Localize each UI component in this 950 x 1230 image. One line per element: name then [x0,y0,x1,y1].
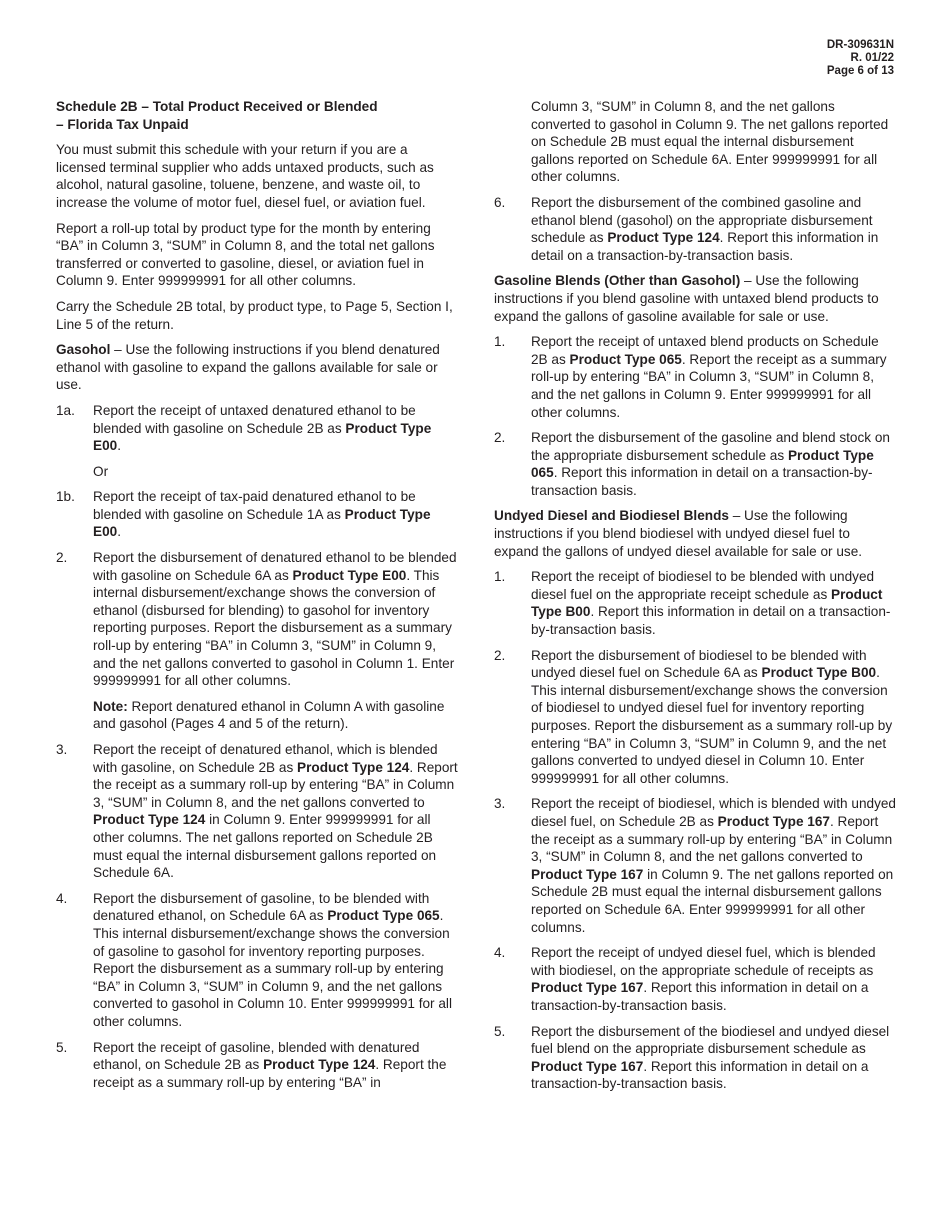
right-column [494,98,898,1101]
or-text: Or [93,463,109,479]
list-item: 1b. Report the receipt of tax-paid denatured ethanol to be blended with gasoline on Schedule 1A as Product Type E00. [56,489,431,540]
form-number: DR-309631N [826,39,894,51]
item-number: 3. [494,796,506,812]
item-number: 1b. [56,489,75,505]
item-number: 6. [494,194,506,210]
note: Note: Report denatured ethanol in Column A with gasoline and gasohol (Pages 4 and 5 of the return). [93,698,445,732]
form-revision: R. 01/22 [850,52,894,64]
page-number: Page 6 of 13 [826,65,894,77]
item-number: 3. [56,742,68,757]
item-number: 5. [494,1023,506,1039]
list-item: 4. Report the receipt of undyed diesel fuel, which is blended with biodiesel, on the appropriate schedule of receipts as Product Type 167. Report this information in detail on a transaction-by-transaction basis. [494,945,876,1013]
list-item: 2. Report the disbursement of the gasoline and blend stock on the appropriate disbursement schedule as Product Type 065. Report this information in detail on a transaction-by-transaction basis. [494,430,890,498]
list-item: 5. Report the disbursement of the biodiesel and undyed diesel fuel blend on the appropriate disbursement schedule as Product Type 167. Report this information in detail on a transaction-by-transaction basis. [494,1023,890,1092]
list-item: 1. Report the receipt of biodiesel to be blended with undyed diesel fuel on the appropriate receipt schedule as Product Type B00. Report this information in detail on a transaction-by-transaction basis. [494,569,891,638]
item-number: 2. [494,647,506,663]
list-item: 1. Report the receipt of untaxed blend products on Schedule 2B as Product Type 065. Report the receipt as a summary roll-up by entering “BA” in Column 3, “SUM” in Column 8, and the net gallons in Column 9. Enter 999999991 for all other columns. [494,334,887,420]
list-item: 4. Report the disbursement of gasoline, to be blended with denatured ethanol, on Schedule 6A as Product Type 065. This internal disbursement/exchange shows the conversion of gasoline to gasohol for inventory reporting purposes. Report the disbursement as a summary roll-up by entering “BA” in Column 3, “SUM” in Column 9, and the net gallons converted to gasohol in Column 10. Enter 999999991 for all other columns. [56,890,452,1029]
list-item: 3. Report the receipt of denatured ethanol, which is blended with gasoline, on Schedule 2B as Product Type 124. Report the receipt as a summary roll-up by entering “BA” in Column 3, “SUM” in Column 8, and the net gallons converted to Product Type 124 in Column 9. Enter 999999991 for all other columns. The net gallons reported on Schedule 2B must equal the internal disbursement gallons reported on Schedule 6A. [56,742,458,881]
carry-paragraph: Carry the Schedule 2B total, by product type, to Page 5, Section I, Line 5 of the return. [56,298,453,332]
gasoline-blends-title: Gasoline Blends (Other than Gasohol) [494,273,741,289]
gasohol-title: Gasohol [56,342,111,358]
item-continuation: Column 3, “SUM” in Column 8, and the net gallons converted to gasohol in Column 9. The net gallons reported on Schedule 2B must equal the internal disbursement gallons reported on Schedule 6A. Enter 999999991 for all other columns. [531,99,889,185]
item-number: 1a. [56,402,75,418]
item-number: 4. [494,945,506,961]
list-item: 3. Report the receipt of biodiesel, which is blended with undyed diesel fuel, on Schedule 2B as Product Type 167. Report the receipt as a summary roll-up by entering “BA” in Column 3, “SUM” in Column 8, and the net gallons converted to Product Type 167 in Column 9. The net gallons reported on Schedule 2B must equal the internal disbursement gallons reported on Schedule 6A. Enter 999999991 for all other columns. [494,796,896,935]
item-number: 2. [56,550,68,566]
item-number: 1. [494,569,506,585]
item-number: 1. [494,334,506,350]
left-column [56,98,460,1099]
item-number: 4. [56,890,68,906]
intro-paragraph: You must submit this schedule with your return if you are a licensed terminal supplier who adds untaxed products, such as alcohol, natural gasoline, toluene, benzene, and waste oil, to increase the volume of motor fuel, diesel fuel, or aviation fuel. [56,142,434,210]
gasohol-intro: Gasohol – Use the following instructions if you blend denatured ethanol with gasoline to expand the gallons available for sale or use. [56,342,440,393]
rollup-paragraph: Report a roll-up total by product type for the month by entering “BA” in Column 3, “SUM” in Column 8, and the total net gallons transferred or converted to gasoline, diesel, or aviation fuel in Column 9. Enter 999999991 for all other columns. [56,220,435,289]
undyed-diesel-title: Undyed Diesel and Biodiesel Blends [494,508,729,524]
list-item: 2. Report the disbursement of biodiesel to be blended with undyed diesel fuel on Schedule 6A as Product Type B00. This internal disbursement/exchange shows the conversion of biodiesel to undyed diesel fuel for inventory reporting purposes. Report the disbursement as a summary roll-up by entering “BA” in Column 3, “SUM” in Column 9, and the net gallons converted to undyed diesel in Column 10. Enter 999999991 for all other columns. [494,647,893,786]
form-header [827,39,894,78]
item-number: 5. [56,1039,68,1055]
list-item: 6. Report the disbursement of the combined gasoline and ethanol blend (gasohol) on the appropriate disbursement schedule as Product Type 124. Report this information in detail on a transaction-by-transaction basis. [494,194,879,263]
list-item: 2. Report the disbursement of denatured ethanol to be blended with gasoline on Schedule 6A as Product Type E00. This internal disbursement/exchange shows the conversion of ethanol (disbursed for blending) to gasohol for inventory reporting purposes. Report the disbursement as a summary roll-up by entering “BA” in Column 3, “SUM” in Column 9, and the net gallons converted to gasohol in Column 1. Enter 999999991 for all other columns. Note: Report denatured ethanol in Column A with gasoline and gasohol (Pages 4 and 5 of the return). [56,549,460,733]
gasoline-blends-intro: Gasoline Blends (Other than Gasohol) – Use the following instructions if you blend gasoline with untaxed blend products to expand the gallons of gasoline available for sale or use. [494,273,879,324]
list-item: 1a. Report the receipt of untaxed denatured ethanol to be blended with gasoline on Schedule 2B as Product Type E00. Or [56,402,460,480]
undyed-diesel-intro: Undyed Diesel and Biodiesel Blends – Use the following instructions if you blend biodiesel with undyed diesel fuel to expand the gallons of undyed diesel available for sale or use. [494,508,863,559]
list-item: 5. Report the receipt of gasoline, blended with denatured ethanol, on Schedule 2B as Product Type 124. Report the receipt as a summary roll-up by entering “BA” in [56,1039,447,1090]
item-number: 2. [494,430,506,446]
schedule-2b-heading: Schedule 2B – Total Product Received or Blended – Florida Tax Unpaid [56,99,378,132]
